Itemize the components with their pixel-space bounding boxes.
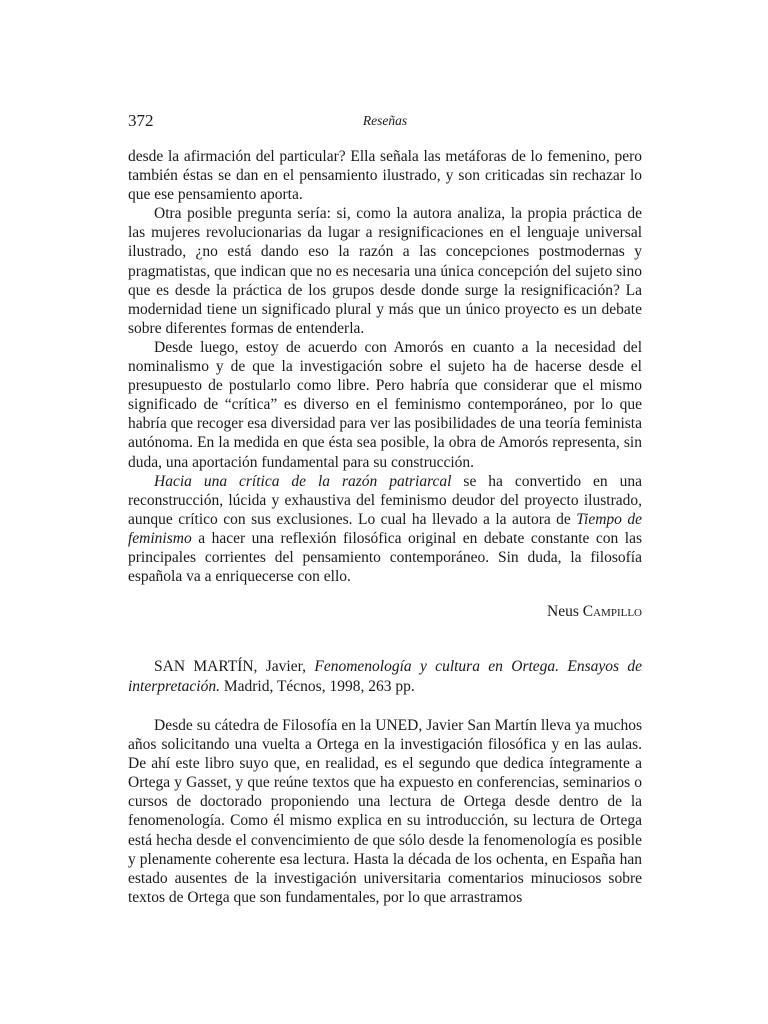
- running-title: Reseñas: [362, 113, 408, 128]
- paragraph-text: se ha convertido en una reconstrucción, lúcida y exhaustiva del feminismo deudor del proyecto ilustrado, aunque crítico con sus exclusiones. Lo cual ha llevado a la autora de: [128, 472, 642, 528]
- book-title: Tiempo de feminismo: [128, 510, 642, 547]
- paragraph: desde la afirmación del particular? Ella señala las metáforas de lo femenino, pero también éstas se dan en el pensamiento ilustrado, y son criticadas sin rechazar lo que ese pensamiento aporta.: [128, 148, 642, 204]
- paragraph: Otra posible pregunta sería: si, como la autora analiza, la propia práctica de las mujeres revolucionarias da lugar a resignificaciones en el lenguaje universal ilustrado, ¿no está dando eso la razón a las concepciones postmodernas y pragmatistas, que indican que no es necesaria una única concepción del sujeto sino que es desde la práctica de los grupos desde donde surge la resignificación? La modernidad tiene un significado plural y más que un único proyecto es un debate sobre diferentes formas de entenderla.: [128, 205, 642, 337]
- page-number: 372: [128, 111, 154, 130]
- reviewer-last-name: Campillo: [582, 603, 642, 620]
- page-header: [128, 111, 642, 133]
- review-one-body: [128, 147, 642, 586]
- citation-author: SAN MARTÍN, Javier,: [154, 658, 315, 675]
- citation-title: Fenomenología y cultura en Ortega. Ensayos de interpretación.: [128, 658, 642, 695]
- review-two-body: [128, 716, 642, 907]
- paragraph: Desde luego, estoy de acuerdo con Amorós en cuanto a la necesidad del nominalismo y de que la investigación sobre el sujeto ha de hacerse desde el presupuesto de postularlo como libre. Pero habría que considerar que el mismo significado de “crítica” es diverso en el feminismo contemporáneo, por lo que habría que recoger esa diversidad para ver las posibilidades de una teoría feminista autónoma. En la medida en que ésta sea posible, la obra de Amorós representa, sin duda, una aportación fundamental para su construcción.: [128, 338, 642, 471]
- paragraph: Desde su cátedra de Filosofía en la UNED, Javier San Martín lleva ya muchos años solicitando una vuelta a Ortega en la investigación filosófica y en las aulas. De ahí este libro suyo que, en realidad, es el segundo que dedica íntegramente a Ortega y Gasset, y que reúne textos que ha expuesto en conferencias, seminarios o cursos de doctorado proponiendo una lectura de Ortega desde dentro de la fenomenología. Como él mismo explica en su introducción, su lectura de Ortega está hecha desde el convencimiento de que sólo desde la fenomenología es posible y plenamente coherente esa lectura. Hasta la década de los ochenta, en España han estado ausentes de la investigación universitaria comentarios minuciosos sobre textos de Ortega que son fundamentales, por lo que arrastramos: [128, 717, 642, 906]
- paragraph-text: a hacer una reflexión filosófica original en debate constante con las principales corrientes del pensamiento contemporáneo. Sin duda, la filosofía española va a enriquecerse con ello.: [128, 529, 642, 586]
- reviewer-first-name: Neus: [547, 603, 583, 620]
- closing-paragraph: [128, 472, 642, 587]
- book-title: Hacia una crítica de la razón patriarcal: [154, 472, 452, 490]
- reviewer-signature: [128, 603, 642, 621]
- citation-publication: Madrid, Técnos, 1998, 263 pp.: [219, 678, 415, 695]
- book-citation: [128, 657, 642, 697]
